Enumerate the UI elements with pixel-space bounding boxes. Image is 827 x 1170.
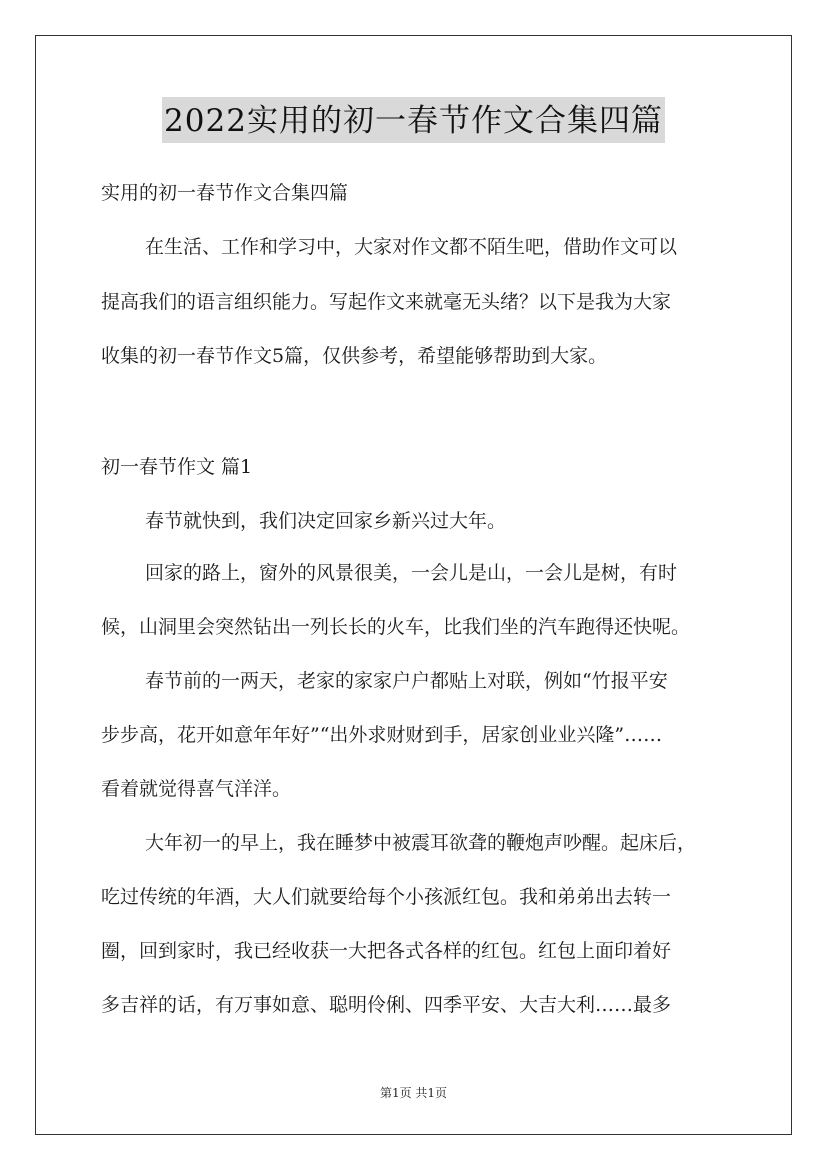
paragraph-line: 春节前的一两天，老家的家家户户都贴上对联，例如“竹报平安 [145, 670, 668, 692]
document-title: 2022实用的初一春节作文合集四篇 [162, 97, 665, 143]
paragraph-line: 在生活、工作和学习中，大家对作文都不陌生吧，借助作文可以 [145, 236, 678, 258]
paragraph-line: 提高我们的语言组织能力。写起作文来就毫无头绪？以下是我为大家 [101, 291, 672, 313]
page-footer: 第1页 共1页 [379, 1086, 448, 1100]
paragraph-line: 圈，回到家时，我已经收获一大把各式各样的红包。红包上面印着好 [101, 940, 672, 962]
paragraph-line: 春节就快到，我们决定回家乡新兴过大年。 [145, 510, 507, 532]
paragraph-line: 步步高，花开如意年年好”“出外求财财到手，居家创业业兴隆”…… [101, 724, 663, 746]
paragraph-line: 多吉祥的话，有万事如意、聪明伶俐、四季平安、大吉大利……最多 [101, 994, 672, 1016]
subtitle: 实用的初一春节作文合集四篇 [101, 182, 349, 204]
section-heading: 初一春节作文 篇1 [101, 456, 253, 478]
paragraph-line: 收集的初一春节作文5篇，仅供参考，希望能够帮助到大家。 [101, 345, 608, 367]
paragraph-line: 回家的路上，窗外的风景很美，一会儿是山，一会儿是树，有时 [145, 562, 678, 584]
paragraph-line: 候，山洞里会突然钻出一列长长的火车，比我们坐的汽车跑得还快呢。 [101, 616, 691, 638]
title-container [0, 97, 827, 143]
paragraph-line: 看着就觉得喜气洋洋。 [101, 778, 292, 800]
paragraph-line: 吃过传统的年酒，大人们就要给每个小孩派红包。我和弟弟出去转一 [101, 886, 672, 908]
paragraph-line: 大年初一的早上，我在睡梦中被震耳欲聋的鞭炮声吵醒。起床后， [145, 832, 697, 854]
